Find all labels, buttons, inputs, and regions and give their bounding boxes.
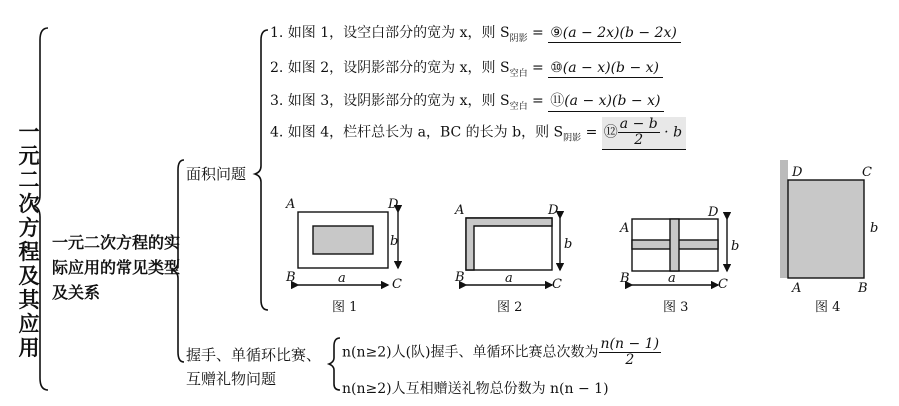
fig3-label-a: a xyxy=(668,271,676,286)
fig2-label-D: D xyxy=(548,203,559,218)
fig1-inner-shaded xyxy=(313,226,373,254)
subtitle: 一元二次方程的实际应用的常见类型及关系 xyxy=(52,233,181,302)
fig1-label-C: C xyxy=(392,277,402,292)
fig4-label-A: A xyxy=(792,281,802,296)
fig4-label-D: D xyxy=(792,165,803,180)
fig4-label-C: C xyxy=(862,165,872,180)
fig3-label-B: B xyxy=(620,271,630,286)
fig1-label-a: a xyxy=(338,271,346,286)
fig2-label-B: B xyxy=(455,270,465,285)
fig1-caption: 图 1 xyxy=(332,300,358,315)
fig2-caption: 图 2 xyxy=(497,300,523,315)
area-rule-4: 4. 如图 4，栏杆总长为 a，BC 的长为 b，则 $S_{阴影}$ = ⑫ $\frac{a - b}{2}$ · b xyxy=(270,117,686,150)
handshake-rule-1: n(n≥2)人(队)握手、单循环比赛总次数为 $\frac{n(n - 1)}{2}$ xyxy=(342,336,660,368)
fig3-caption: 图 3 xyxy=(663,300,689,315)
main-title: 一元二次方程及其应用 xyxy=(18,120,40,360)
fig1-label-b: b xyxy=(390,234,399,249)
fig4-label-B: B xyxy=(858,281,868,296)
fig3-vertical-strip xyxy=(670,219,679,271)
fig2-label-C: C xyxy=(552,277,562,292)
fig3-label-A: A xyxy=(620,221,630,236)
fig1-label-D: D xyxy=(388,197,399,212)
area-rule-1: 1. 如图 1，设空白部分的宽为 x，则 $S_{阴影}$ = ⑨(a − 2x)(b − 2x) xyxy=(270,22,681,44)
fig2-label-b: b xyxy=(564,237,573,252)
area-rule-3: 3. 如图 3，设阴影部分的宽为 x，则 $S_{空白}$ = ⑪(a − x)(b − x) xyxy=(270,90,664,112)
fig4-wall xyxy=(780,160,788,278)
fig3-label-D: D xyxy=(708,205,719,220)
handshake-label xyxy=(186,343,321,391)
handshake-label-line1: 握手、单循环比赛、 xyxy=(186,346,322,364)
fig3-label-b: b xyxy=(731,239,740,254)
fig3-label-C: C xyxy=(718,277,728,292)
fig4-shaded-area xyxy=(788,180,864,278)
fig4-label-b: b xyxy=(870,221,879,236)
fig1-label-B: B xyxy=(286,270,296,285)
handshake-label-line2: 互赠礼物问题 xyxy=(186,370,277,388)
area-label: 面积问题 xyxy=(186,165,247,183)
fig2-label-a: a xyxy=(505,271,513,286)
fig1-label-A: A xyxy=(286,197,296,212)
handshake-rule-2: n(n≥2)人互相赠送礼物总份数为 n(n − 1) xyxy=(342,381,609,397)
area-rule-2: 2. 如图 2，设阴影部分的宽为 x，则 $S_{空白}$ = ⑩(a − x)(b − x) xyxy=(270,57,663,79)
fig4-caption: 图 4 xyxy=(815,300,841,315)
fig2-label-A: A xyxy=(455,203,465,218)
